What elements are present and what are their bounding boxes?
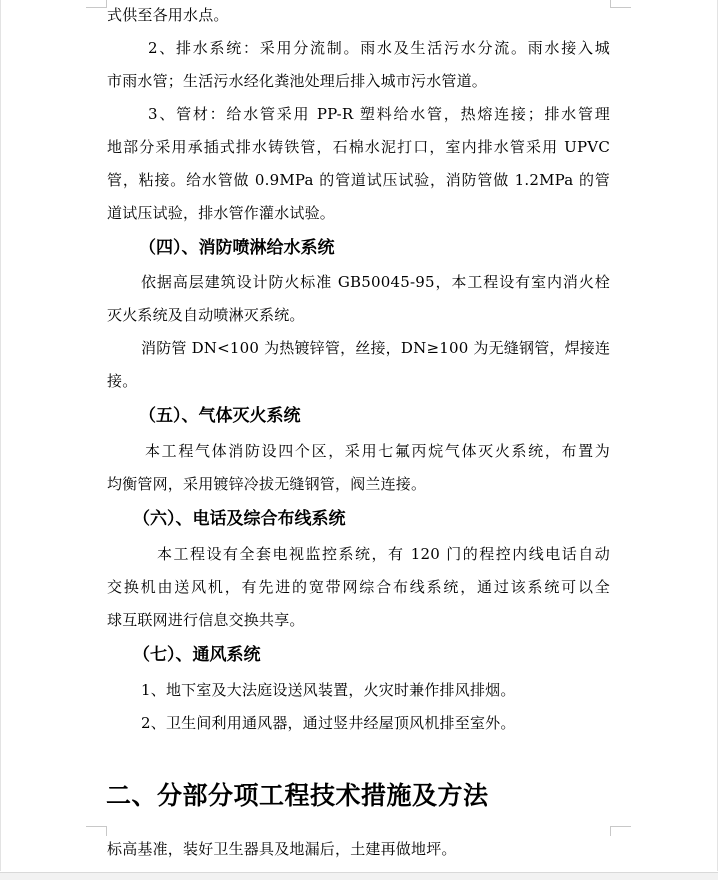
section-heading: （七）、通风系统 [133,645,261,665]
next-page-line: 标高基准，装好卫生器具及地漏后，土建再做地坪。 [107,840,457,858]
chapter-heading: 二、分部分项工程技术措施及方法 [106,781,489,810]
body-line: 2、排水系统：采用分流制。雨水及生活污水分流。雨水接入城 [148,39,610,57]
body-line: 1、地下室及大法庭设送风装置，火灾时兼作排风排烟。 [141,681,516,699]
body-line: 交换机由送风机，有先进的宽带网综合布线系统，通过该系统可以全 [107,578,610,596]
crop-mark [610,826,611,836]
body-line: 市雨水管；生活污水经化粪池处理后排入城市污水管道。 [107,72,488,90]
body-line: 3、管材：给水管采用 PP-R 塑料给水管，热熔连接；排水管理 [148,105,610,123]
body-line: 依据高层建筑设计防火标准 GB50045-95，本工程设有室内消火栓 [141,273,610,291]
body-line: 球互联网进行信息交换共享。 [107,611,305,629]
body-line: 均衡管网，采用镀锌冷拔无缝钢管，阀兰连接。 [107,475,427,493]
body-line: 消防管 DN<100 为热镀锌管，丝接，DN≥100 为无缝钢管，焊接连 [141,339,611,357]
body-line: 本工程气体消防设四个区，采用七氟丙烷气体灭火系统，布置为 [145,442,610,460]
section-heading: （六）、电话及综合布线系统 [133,509,346,529]
section-heading: （四）、消防喷淋给水系统 [139,238,335,258]
body-line: 接。 [107,372,138,390]
crop-mark [86,826,106,827]
section-heading: （五）、气体灭火系统 [139,406,301,426]
body-line: 式供至各用水点。 [107,6,229,24]
body-line: 本工程设有全套电视监控系统，有 120 门的程控内线电话自动 [157,545,610,563]
body-line: 管，粘接。给水管做 0.9MPa 的管道试压试验，消防管做 1.2MPa 的管 [107,171,610,189]
body-line: 地部分采用承插式排水铸铁管，石棉水泥打口，室内排水管采用 UPVC [107,138,610,156]
crop-mark [611,826,631,827]
crop-mark [106,826,107,836]
body-line: 道试压试验，排水管作灌水试验。 [107,204,336,222]
body-line: 2、卫生间利用通风器，通过竖井经屋顶风机排至室外。 [141,714,516,732]
body-line: 灭火系统及自动喷淋灭系统。 [107,306,305,324]
crop-mark [86,7,106,8]
